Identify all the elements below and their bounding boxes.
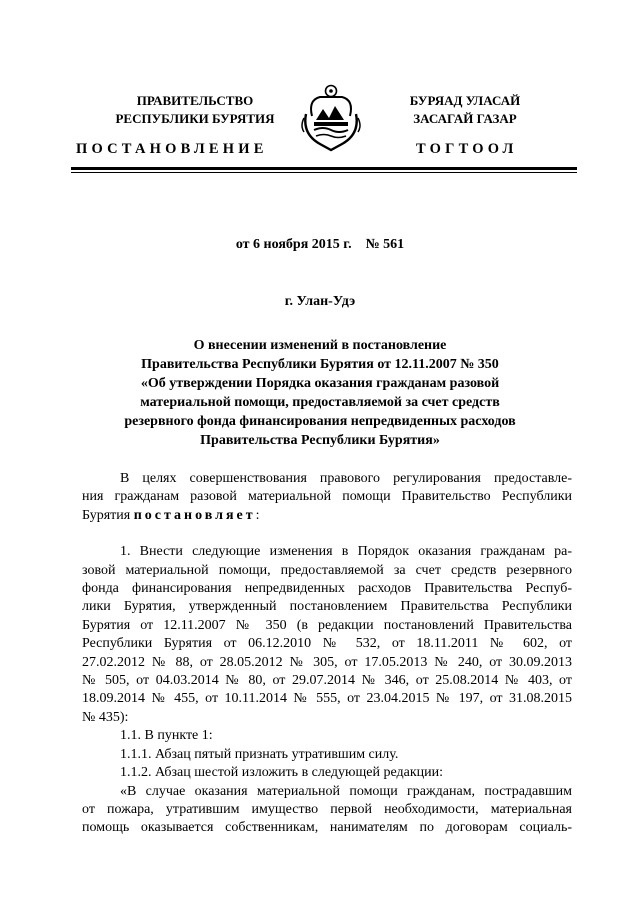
para1-line: лики Бурятия, утвержденный постановлением Правительства Республики xyxy=(82,599,572,615)
quote-line: «В случае оказания материальной помощи гражданам, пострадавшим xyxy=(120,783,572,799)
header-left-line-2: РЕСПУБЛИКИ БУРЯТИЯ xyxy=(115,111,275,126)
para1-line: № 505, от 04.03.2014 № 80, от 29.07.2014 № 346, от 25.08.2014 № 403, от xyxy=(82,673,572,689)
decree-date-number: от 6 ноября 2015 г. № 561 xyxy=(235,237,405,252)
para1-line: Республики Бурятия от 06.12.2010 № 532, от 18.11.2011 № 602, от xyxy=(82,636,572,652)
quote-line: от пожара, утратившим имущество первой необходимости, материальная xyxy=(82,801,572,817)
title-line: О внесении изменений в постановление xyxy=(193,338,447,353)
sub-item: 1.1.1. Абзац пятый признать утратившим силу. xyxy=(120,746,399,762)
document-body xyxy=(82,470,572,838)
para1-line: Бурятия от 12.11.2007 № 350 (в редакции постановлений Правительства xyxy=(82,617,572,633)
header-left-block xyxy=(96,92,294,128)
header-right-line-2: ЗАСАГАЙ ГАЗАР xyxy=(413,111,517,126)
intro-suffix: : xyxy=(255,507,260,523)
decree-label-russian: ПОСТАНОВЛЕНИЕ xyxy=(76,141,268,157)
decree-city: г. Улан-Удэ xyxy=(284,294,356,309)
title-line: «Об утверждении Порядка оказания гражданам разовой xyxy=(140,376,500,391)
header-divider-thick xyxy=(71,167,577,170)
intro-prefix: Бурятия xyxy=(82,507,134,523)
decree-label-buryat: ТОГТООЛ xyxy=(416,141,518,157)
title-line: Правительства Республики Бурятия от 12.11.2007 № 350 xyxy=(141,357,499,372)
title-line: резервного фонда финансирования непредвиденных расходов xyxy=(124,414,516,429)
para1-line: фонда финансирования непредвиденных расходов Правительства Респуб- xyxy=(82,581,572,597)
title-line: материальной помощи, предоставляемой за счет средств xyxy=(140,395,500,410)
header-left-line-1: ПРАВИТЕЛЬСТВО xyxy=(136,93,254,108)
header-divider-thin xyxy=(71,172,577,173)
quote-line: помощь оказывается собственникам, нанимателям по договорам социаль- xyxy=(82,820,572,836)
intro-decides-word: постановляет xyxy=(133,507,256,523)
para1-line: 1. Внести следующие изменения в Порядок оказания гражданам ра- xyxy=(120,544,572,560)
sub-item: 1.1.2. Абзац шестой изложить в следующей редакции: xyxy=(120,765,444,781)
header-right-line-1: БУРЯАД УЛАСАЙ xyxy=(409,93,521,108)
title-line: Правительства Республики Бурятия» xyxy=(200,433,440,448)
para1-line: 18.09.2014 № 455, от 10.11.2014 № 555, от 23.04.2015 № 197, от 31.08.2015 xyxy=(82,691,572,707)
coat-of-arms-icon xyxy=(298,82,364,152)
sub-item: 1.1. В пункте 1: xyxy=(120,728,213,744)
header-right-block xyxy=(386,92,544,128)
intro-line: В целях совершенствования правового регулирования предоставле- xyxy=(120,471,572,486)
intro-line-last xyxy=(82,507,572,525)
para1-line: № 435): xyxy=(82,709,129,725)
decree-title xyxy=(110,336,530,450)
para1-line: 27.02.2012 № 88, от 28.05.2012 № 305, от 17.05.2013 № 240, от 30.09.2013 xyxy=(82,654,572,670)
intro-line: ния гражданам разовой материальной помощи Правительство Республики xyxy=(82,489,572,505)
para1-line: зовой материальной помощи, предоставляемой за счет средств резервного xyxy=(82,562,572,578)
